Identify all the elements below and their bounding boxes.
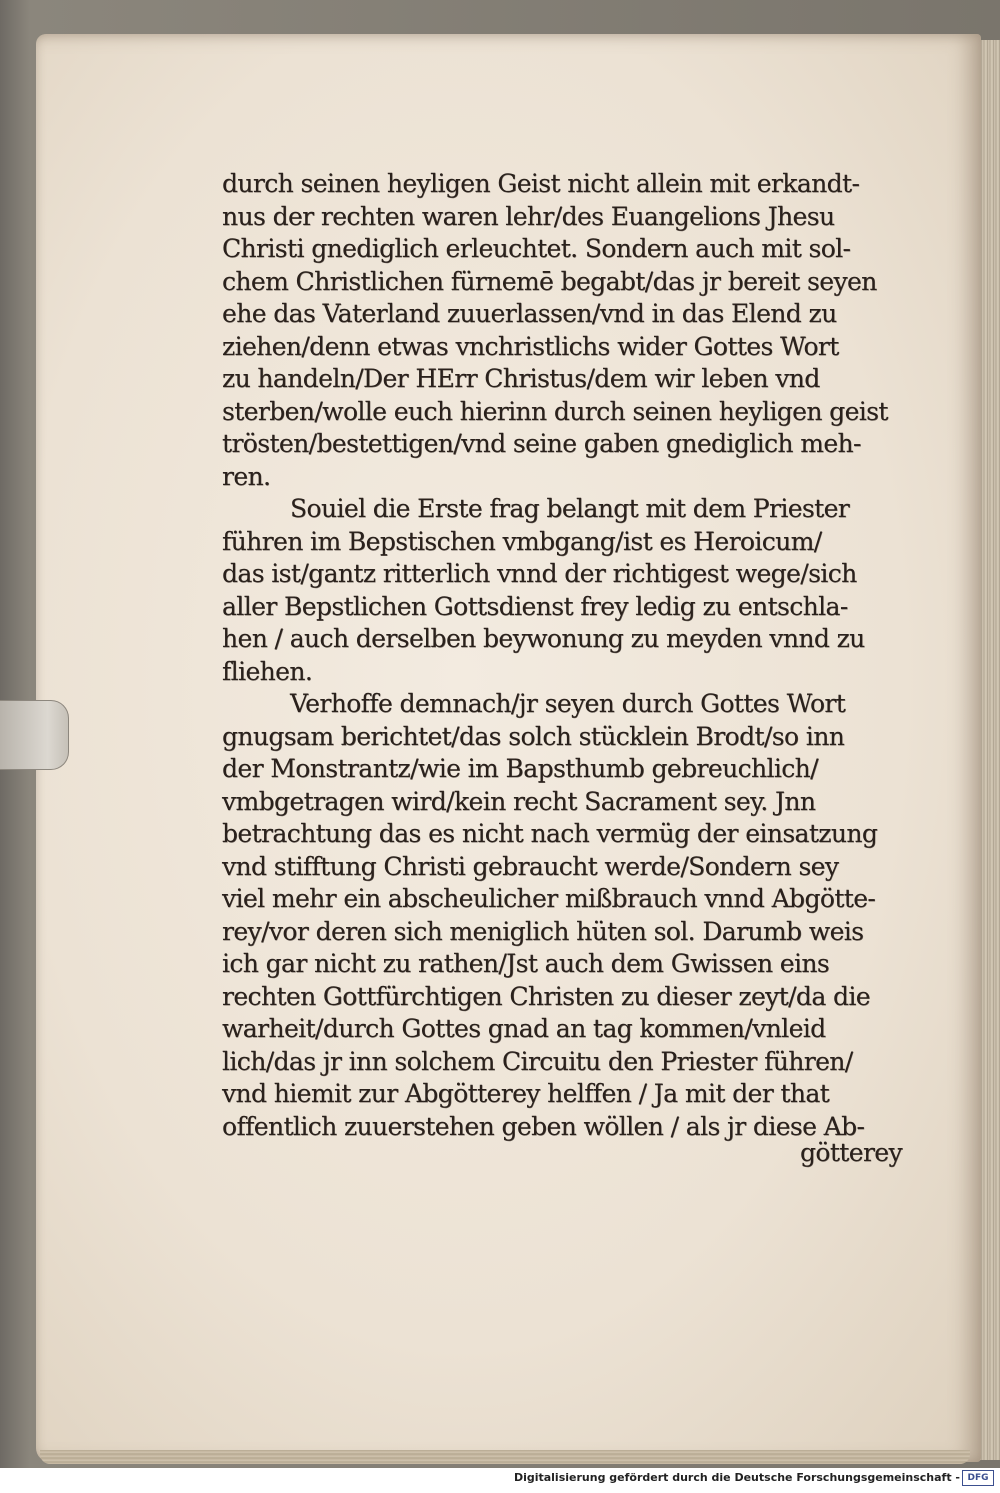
page-text	[222, 168, 922, 1143]
catchword: götterey	[800, 1138, 903, 1167]
dfg-credit: Digitalisierung gefördert durch die Deutsche Forschungsgemeinschaft -	[513, 1471, 960, 1484]
bookmark-tab	[0, 700, 69, 770]
text-line: ich gar nicht zu rathen/Jst auch dem Gwissen eins	[222, 949, 830, 978]
text-line: rey/vor deren sich meniglich hüten sol. Darumb weis	[222, 916, 864, 946]
text-line: führen im Bepstischen vmbgang/ist es Heroicum/	[222, 526, 822, 556]
text-line: sterben/wolle euch hierinn durch seinen heyligen geist	[222, 396, 888, 426]
text-line: der Monstrantz/wie im Bapsthumb gebreuchlich/	[222, 754, 818, 783]
text-line: Verhoffe demnach/jr seyen durch Gottes Wort	[290, 689, 846, 718]
text-line: trösten/bestettigen/vnd seine gaben gnediglich meh-	[222, 429, 861, 458]
text-line: offentlich zuuerstehen geben wöllen / als jr diese Ab-	[222, 1111, 865, 1141]
text-line: vnd hiemit zur Abgötterey helffen / Ja mit der that	[222, 1079, 830, 1108]
text-line: Souiel die Erste frag belangt mit dem Priester	[290, 494, 850, 523]
text-line: durch seinen heyligen Geist nicht allein mit erkandt-	[222, 169, 860, 198]
text-line: rechten Gottfürchtigen Christen zu dieser zeyt/da die	[222, 981, 870, 1011]
text-line: chem Christlichen fürnemē begabt/das jr bereit seyen	[222, 266, 877, 296]
text-line: vnd stifftung Christi gebraucht werde/Sondern sey	[222, 851, 839, 881]
text-line: nus der rechten waren lehr/des Euangelions Jhesu	[222, 201, 835, 231]
book-bottom-edge	[40, 1450, 970, 1464]
text-line: ehe das Vaterland zuuerlassen/vnd in das Elend zu	[222, 299, 837, 328]
dfg-logo: DFG	[962, 1470, 994, 1486]
text-line: zu handeln/Der HErr Christus/dem wir leben vnd	[222, 364, 820, 393]
text-line: betrachtung das es nicht nach vermüg der einsatzung	[222, 819, 878, 848]
text-line: fliehen.	[222, 656, 313, 686]
text-line: warheit/durch Gottes gnad an tag kommen/vnleid	[222, 1014, 826, 1043]
text-line: hen / auch derselben beywonung zu meyden vnnd zu	[222, 624, 865, 653]
text-line: Christi gnediglich erleuchtet. Sondern auch mit sol-	[222, 234, 851, 263]
text-line: ren.	[222, 461, 271, 491]
text-line: viel mehr ein abscheulicher mißbrauch vnnd Abgötte-	[222, 884, 876, 913]
text-line: gnugsam berichtet/das solch stücklein Brodt/so inn	[222, 721, 845, 751]
text-line: lich/das jr inn solchem Circuitu den Priester führen/	[222, 1046, 853, 1076]
text-line: das ist/gantz ritterlich vnnd der richtigest wege/sich	[222, 559, 857, 588]
text-line: aller Bepstlichen Gottsdienst frey ledig zu entschla-	[222, 591, 848, 621]
text-line: vmbgetragen wird/kein recht Sacrament sey. Jnn	[222, 786, 816, 816]
text-line: ziehen/denn etwas vnchristlichs wider Gottes Wort	[222, 331, 839, 361]
